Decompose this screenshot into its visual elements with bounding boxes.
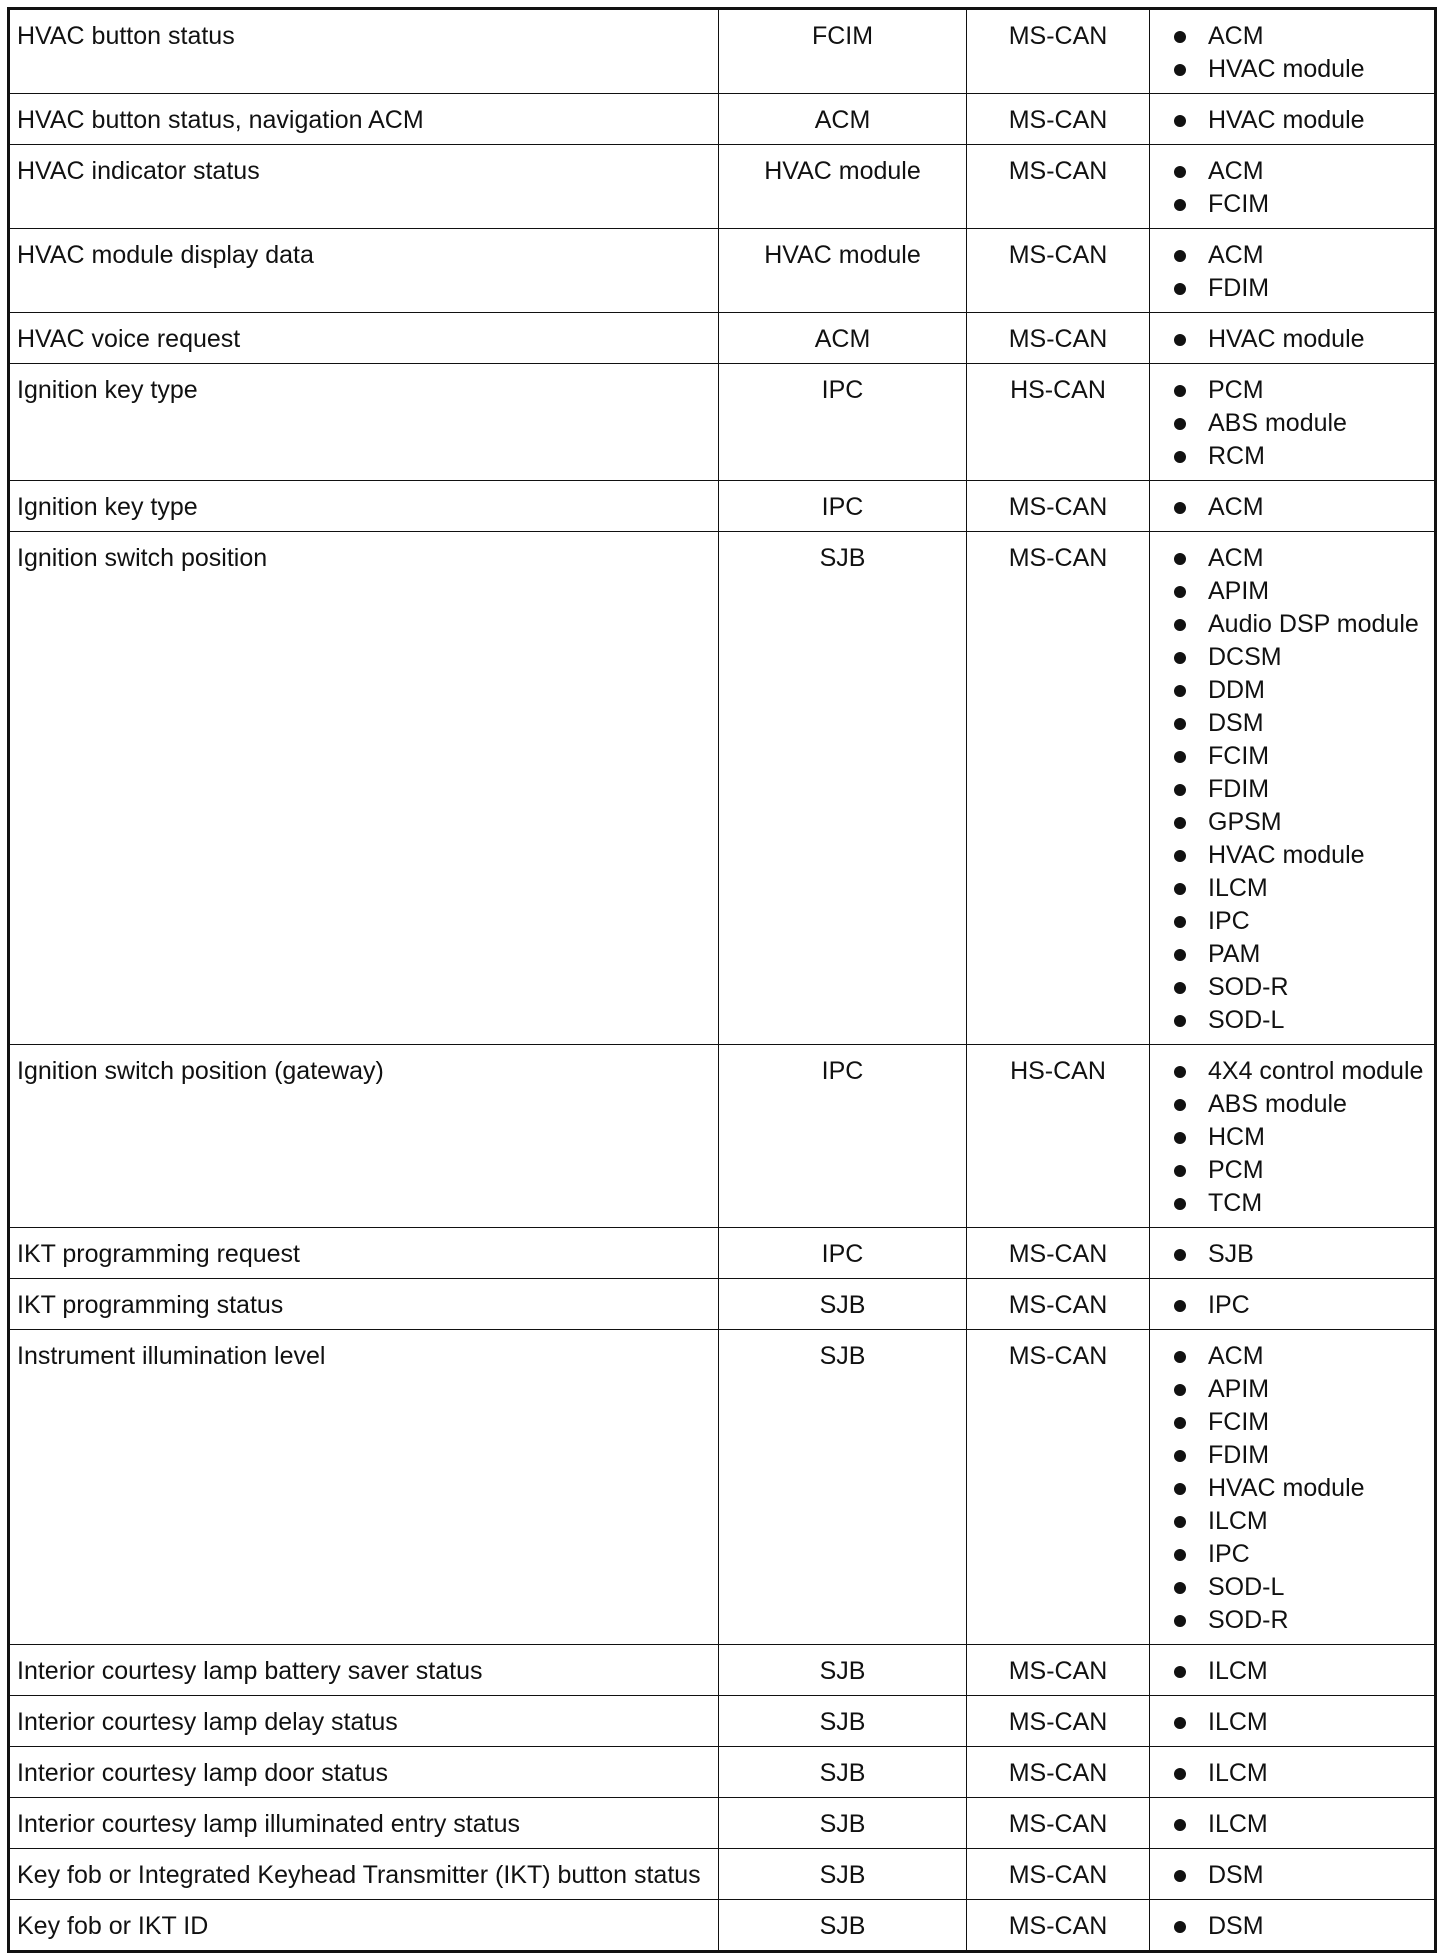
table-row [9,1798,1436,1849]
receivers-cell [1150,1900,1436,1952]
originator-cell: IPC [719,481,967,532]
list-item [1174,575,1434,608]
originator-cell: SJB [719,1279,967,1330]
message-cell: Ignition key type [9,481,719,532]
receivers-cell [1150,1645,1436,1696]
bullet-icon [1174,1921,1186,1933]
table-row [9,1645,1436,1696]
receiver-label: DSM [1208,709,1264,737]
network-cell: MS-CAN [967,1330,1150,1645]
bullet-icon [1174,166,1186,178]
receivers-list [1174,20,1434,86]
table-row [9,313,1436,364]
table-row [9,532,1436,1045]
receivers-list [1174,1289,1434,1322]
receiver-label: FCIM [1208,190,1270,218]
bullet-icon [1174,1870,1186,1882]
table-row [9,94,1436,145]
receivers-list [1174,374,1434,473]
bullet-icon [1174,64,1186,76]
table-row [9,1900,1436,1952]
list-item [1174,1757,1434,1790]
list-item [1174,905,1434,938]
bullet-icon [1174,1351,1186,1363]
bullet-icon [1174,1384,1186,1396]
receiver-label: DDM [1208,676,1265,704]
bullet-icon [1174,1132,1186,1144]
receiver-label: HVAC module [1208,55,1365,83]
originator-cell: FCIM [719,9,967,94]
list-item [1174,707,1434,740]
receiver-label: HCM [1208,1123,1265,1151]
receivers-cell [1150,1279,1436,1330]
message-cell: HVAC module display data [9,229,719,313]
receiver-label: DSM [1208,1912,1264,1940]
bullet-icon [1174,1615,1186,1627]
network-cell: MS-CAN [967,481,1150,532]
bullet-icon [1174,751,1186,763]
originator-cell: SJB [719,1645,967,1696]
receiver-label: TCM [1208,1189,1263,1217]
bullet-icon [1174,1450,1186,1462]
receivers-cell [1150,364,1436,481]
list-item [1174,272,1434,305]
table-row [9,364,1436,481]
receiver-label: ACM [1208,22,1264,50]
receiver-label: IPC [1208,1540,1250,1568]
list-item [1174,155,1434,188]
network-cell: MS-CAN [967,1696,1150,1747]
table-body [9,9,1436,1952]
list-item [1174,53,1434,86]
list-item [1174,674,1434,707]
list-item [1174,407,1434,440]
receivers-cell [1150,1045,1436,1228]
bullet-icon [1174,1198,1186,1210]
message-cell: Instrument illumination level [9,1330,719,1645]
originator-cell: SJB [719,532,967,1045]
list-item [1174,806,1434,839]
receivers-list [1174,1340,1434,1637]
list-item [1174,773,1434,806]
table-row [9,9,1436,94]
receivers-list [1174,1655,1434,1688]
message-cell: HVAC indicator status [9,145,719,229]
network-cell: MS-CAN [967,1798,1150,1849]
receiver-label: ILCM [1208,1507,1268,1535]
receiver-label: APIM [1208,1375,1270,1403]
receiver-label: ABS module [1208,1090,1347,1118]
receiver-label: DSM [1208,1861,1264,1889]
list-item [1174,1121,1434,1154]
receiver-label: Audio DSP module [1208,610,1419,638]
receivers-list [1174,239,1434,305]
bullet-icon [1174,652,1186,664]
list-item [1174,740,1434,773]
bullet-icon [1174,1768,1186,1780]
table-row [9,1747,1436,1798]
network-cell: MS-CAN [967,1279,1150,1330]
receiver-label: SOD-L [1208,1006,1285,1034]
list-item [1174,323,1434,356]
bullet-icon [1174,1549,1186,1561]
network-cell: MS-CAN [967,532,1150,1045]
message-cell: Interior courtesy lamp delay status [9,1696,719,1747]
table-row [9,1045,1436,1228]
originator-cell: IPC [719,1045,967,1228]
message-cell: Key fob or IKT ID [9,1900,719,1952]
network-cell: MS-CAN [967,1645,1150,1696]
list-item [1174,608,1434,641]
bullet-icon [1174,784,1186,796]
bullet-icon [1174,250,1186,262]
receivers-list [1174,491,1434,524]
originator-cell: SJB [719,1900,967,1952]
list-item [1174,1808,1434,1841]
bullet-icon [1174,199,1186,211]
receiver-label: HVAC module [1208,841,1365,869]
receiver-label: DCSM [1208,643,1282,671]
message-cell: HVAC button status [9,9,719,94]
network-cell: MS-CAN [967,94,1150,145]
receivers-list [1174,1055,1434,1220]
bullet-icon [1174,817,1186,829]
list-item [1174,1706,1434,1739]
bullet-icon [1174,553,1186,565]
table-row [9,1279,1436,1330]
receivers-cell [1150,481,1436,532]
bullet-icon [1174,1249,1186,1261]
receiver-label: ILCM [1208,1708,1268,1736]
receiver-label: FDIM [1208,775,1270,803]
receivers-cell [1150,229,1436,313]
list-item [1174,1406,1434,1439]
receiver-label: FCIM [1208,742,1270,770]
receiver-label: ABS module [1208,409,1347,437]
bullet-icon [1174,1666,1186,1678]
receiver-label: FDIM [1208,1441,1270,1469]
list-item [1174,1055,1434,1088]
network-cell: MS-CAN [967,229,1150,313]
list-item [1174,542,1434,575]
receivers-list [1174,1859,1434,1892]
bullet-icon [1174,685,1186,697]
list-item [1174,1340,1434,1373]
list-item [1174,440,1434,473]
list-item [1174,938,1434,971]
list-item [1174,374,1434,407]
network-cell: HS-CAN [967,1045,1150,1228]
receiver-label: 4X4 control module [1208,1057,1424,1085]
receivers-cell [1150,1747,1436,1798]
bullet-icon [1174,619,1186,631]
message-cell: Interior courtesy lamp battery saver status [9,1645,719,1696]
originator-cell: SJB [719,1798,967,1849]
receivers-cell [1150,532,1436,1045]
bullet-icon [1174,883,1186,895]
originator-cell: SJB [719,1747,967,1798]
bullet-icon [1174,586,1186,598]
receiver-label: ACM [1208,1342,1264,1370]
message-cell: IKT programming status [9,1279,719,1330]
table-row [9,229,1436,313]
bullet-icon [1174,418,1186,430]
receiver-label: HVAC module [1208,1474,1365,1502]
network-cell: MS-CAN [967,1228,1150,1279]
receiver-label: GPSM [1208,808,1282,836]
receivers-list [1174,1757,1434,1790]
bullet-icon [1174,283,1186,295]
originator-cell: ACM [719,313,967,364]
originator-cell: IPC [719,1228,967,1279]
list-item [1174,1859,1434,1892]
bullet-icon [1174,1516,1186,1528]
network-cell: MS-CAN [967,145,1150,229]
receivers-cell [1150,145,1436,229]
list-item [1174,1373,1434,1406]
bullet-icon [1174,916,1186,928]
list-item [1174,1505,1434,1538]
receiver-label: SOD-R [1208,973,1289,1001]
table-row [9,1228,1436,1279]
message-cell: Ignition switch position [9,532,719,1045]
network-cell: HS-CAN [967,364,1150,481]
originator-cell: SJB [719,1849,967,1900]
bullet-icon [1174,1066,1186,1078]
receivers-list [1174,323,1434,356]
bullet-icon [1174,718,1186,730]
bullet-icon [1174,1165,1186,1177]
receivers-list [1174,1808,1434,1841]
receivers-list [1174,1238,1434,1271]
list-item [1174,1439,1434,1472]
originator-cell: HVAC module [719,229,967,313]
list-item [1174,20,1434,53]
receivers-cell [1150,1228,1436,1279]
bullet-icon [1174,1300,1186,1312]
bullet-icon [1174,982,1186,994]
list-item [1174,1004,1434,1037]
receiver-label: ACM [1208,544,1264,572]
receivers-list [1174,104,1434,137]
list-item [1174,1289,1434,1322]
table-row [9,1330,1436,1645]
originator-cell: HVAC module [719,145,967,229]
list-item [1174,104,1434,137]
originator-cell: ACM [719,94,967,145]
message-cell: Interior courtesy lamp illuminated entry status [9,1798,719,1849]
receiver-label: ILCM [1208,1759,1268,1787]
list-item [1174,1238,1434,1271]
bullet-icon [1174,334,1186,346]
list-item [1174,1538,1434,1571]
list-item [1174,971,1434,1004]
receiver-label: SOD-R [1208,1606,1289,1634]
bullet-icon [1174,115,1186,127]
list-item [1174,1910,1434,1943]
bullet-icon [1174,1483,1186,1495]
bullet-icon [1174,850,1186,862]
receiver-label: IPC [1208,1291,1250,1319]
bullet-icon [1174,1417,1186,1429]
bullet-icon [1174,31,1186,43]
message-cell: Ignition key type [9,364,719,481]
message-cell: Ignition switch position (gateway) [9,1045,719,1228]
message-cell: IKT programming request [9,1228,719,1279]
receivers-cell [1150,1696,1436,1747]
originator-cell: SJB [719,1330,967,1645]
bullet-icon [1174,1819,1186,1831]
list-item [1174,1571,1434,1604]
message-cell: HVAC voice request [9,313,719,364]
receivers-list [1174,1910,1434,1943]
receiver-label: ILCM [1208,1810,1268,1838]
receiver-label: SOD-L [1208,1573,1285,1601]
receivers-cell [1150,1330,1436,1645]
originator-cell: SJB [719,1696,967,1747]
list-item [1174,872,1434,905]
receiver-label: HVAC module [1208,325,1365,353]
originator-cell: IPC [719,364,967,481]
receiver-label: PCM [1208,376,1264,404]
receiver-label: FDIM [1208,274,1270,302]
receiver-label: HVAC module [1208,106,1365,134]
bullet-icon [1174,451,1186,463]
list-item [1174,1187,1434,1220]
network-cell: MS-CAN [967,9,1150,94]
receivers-list [1174,1706,1434,1739]
receivers-cell [1150,9,1436,94]
table-row [9,481,1436,532]
bullet-icon [1174,1099,1186,1111]
bullet-icon [1174,1015,1186,1027]
bullet-icon [1174,502,1186,514]
network-cell: MS-CAN [967,1849,1150,1900]
list-item [1174,1655,1434,1688]
list-item [1174,1088,1434,1121]
list-item [1174,839,1434,872]
list-item [1174,188,1434,221]
receivers-cell [1150,1798,1436,1849]
receiver-label: ACM [1208,157,1264,185]
receiver-label: APIM [1208,577,1270,605]
bullet-icon [1174,1582,1186,1594]
list-item [1174,641,1434,674]
message-cell: Key fob or Integrated Keyhead Transmitter (IKT) button status [9,1849,719,1900]
network-cell: MS-CAN [967,1900,1150,1952]
bullet-icon [1174,385,1186,397]
network-message-table [7,7,1437,1953]
receiver-label: RCM [1208,442,1265,470]
network-cell: MS-CAN [967,313,1150,364]
bullet-icon [1174,949,1186,961]
list-item [1174,1472,1434,1505]
receivers-list [1174,155,1434,221]
receiver-label: ACM [1208,241,1264,269]
network-cell: MS-CAN [967,1747,1150,1798]
receiver-label: PCM [1208,1156,1264,1184]
receiver-label: ILCM [1208,1657,1268,1685]
receiver-label: SJB [1208,1240,1254,1268]
list-item [1174,239,1434,272]
receivers-list [1174,542,1434,1037]
bullet-icon [1174,1717,1186,1729]
receivers-cell [1150,94,1436,145]
receiver-label: FCIM [1208,1408,1270,1436]
table-row [9,145,1436,229]
table-row [9,1696,1436,1747]
receivers-cell [1150,313,1436,364]
list-item [1174,1604,1434,1637]
list-item [1174,1154,1434,1187]
receiver-label: PAM [1208,940,1261,968]
receiver-label: IPC [1208,907,1250,935]
message-cell: HVAC button status, navigation ACM [9,94,719,145]
message-cell: Interior courtesy lamp door status [9,1747,719,1798]
receiver-label: ILCM [1208,874,1268,902]
receiver-label: ACM [1208,493,1264,521]
list-item [1174,491,1434,524]
